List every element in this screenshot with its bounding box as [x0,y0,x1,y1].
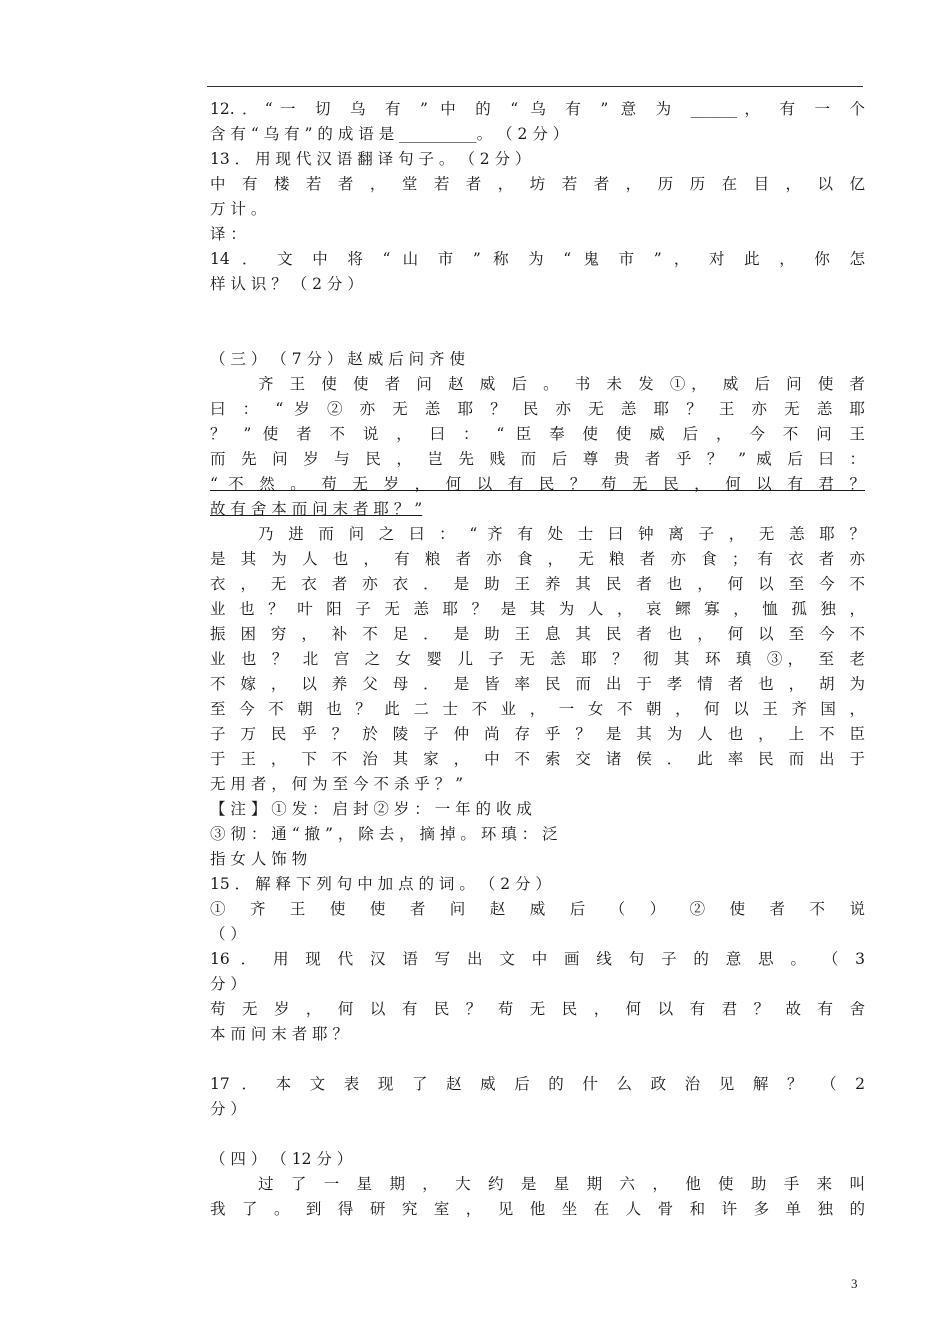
text-line [210,722,865,747]
text-line [210,97,865,122]
line-text: 万 计 。 [210,200,267,218]
text-line [210,747,865,772]
line-text: 是 其 为 人 也 ， 有 粮 者 亦 食 ， 无 粮 者 亦 食 ； 有 衣 者 亦 [210,550,865,568]
text-line [210,622,865,647]
line-text: 于 王 ， 下 不 治 其 家 ， 中 不 索 交 诸 侯 ． 此 率 民 而 出 于 [210,750,865,768]
text-line [210,447,865,472]
text-line [210,847,865,872]
line-text: 衣 ， 无 衣 者 亦 衣 ． 是 助 王 养 其 民 者 也 ， 何 以 至 今 不 [210,575,865,593]
line-text: 14 ． 文 中 将 “ 山 市 ” 称 为 “ 鬼 市 ” ， 对 此 ， 你 怎 [210,250,865,268]
line-text: 中 有 楼 若 者 ， 堂 若 者 ， 坊 若 者 ， 历 历 在 目 ， 以 亿 [210,175,865,193]
line-text: 我 了 。 到 得 研 究 室 ， 见 他 坐 在 人 骨 和 许 多 单 独 的 [210,1200,865,1218]
text-line [210,247,865,272]
blank-line [210,297,865,322]
line-text: 过 了 一 星 期 ， 大 约 是 星 期 六 ， 他 使 助 手 来 叫 [258,1175,865,1193]
text-line [210,1072,865,1097]
text-line [210,422,865,447]
text-line [210,647,865,672]
line-text: 至 今 不 朝 也 ？ 此 二 士 不 业 ， 一 女 不 朝 ， 何 以 王 齐 国 ， [210,700,865,718]
blank-line [210,1122,865,1147]
line-text: ？ ” 使 者 不 说 ， 曰 ： “ 臣 奉 使 使 威 后 ， 今 不 问 王 [210,425,865,443]
text-line [210,822,865,847]
line-text: ① 齐 王 使 使 者 问 赵 威 后 （ ） ② 使 者 不 说 [210,900,865,918]
text-line [210,1172,865,1197]
text-line [210,572,865,597]
text-line [210,672,865,697]
underlined-text: 故 有 舍 本 而 问 末 者 耶 ？ ” [210,500,423,518]
text-line [210,547,865,572]
line-text: 齐 王 使 使 者 问 赵 威 后 。 书 未 发 ①， 威 后 问 使 者 [258,375,865,393]
line-text: 不 嫁 ， 以 养 父 母 ． 是 皆 率 民 而 出 于 孝 情 者 也 ， 胡 为 [210,675,865,693]
text-line [210,697,865,722]
line-text: 12.．“一 切 乌 有 ” 中 的 “ 乌 有 ” 意 为 ______， 有 一 个 [210,100,865,118]
line-text: 13 ． 用 现 代 汉 语 翻 译 句 子 。 （ 2 分 ） [210,150,531,168]
line-text: 乃 进 而 问 之 曰 ： “ 齐 有 处 士 曰 钟 离 子 ， 无 恙 耶 ？ [258,525,865,543]
line-text: 样 认 识 ？ （ 2 分 ） [210,275,363,293]
line-text: 【 注 】 ① 发 ： 启 封 ② 岁 ： 一 年 的 收 成 [210,800,532,818]
text-line [210,472,865,497]
text-line [210,272,865,297]
line-text: 业 也 ？ 叶 阳 子 无 恙 耶 ？ 是 其 为 人 ， 哀 鳏 寡 ， 恤 孤 独 ， [210,600,865,618]
line-text: 含 有 “ 乌 有 ” 的 成 语 是 __________。 （ 2 分 ） [210,125,569,143]
line-text: 16 ． 用 现 代 汉 语 写 出 文 中 画 线 句 子 的 意 思 。 （ 3 [210,950,865,968]
line-text: 本 而 问 末 者 耶 ？ [210,1025,349,1043]
text-line [210,1197,865,1222]
text-line [210,997,865,1022]
text-line [210,1097,865,1122]
text-line [210,122,865,147]
text-line [210,922,865,947]
document-body [210,97,865,1222]
line-text: （ ） [210,925,246,943]
text-line [210,797,865,822]
line-text: （ 四 ） （ 12 分 ） [210,1150,353,1168]
underlined-text: “ 不 然 。 苟 无 岁 ， 何 以 有 民 ？ 苟 无 民 ， 何 以 有 君 ？ [210,475,865,493]
line-text: 分 ） [210,975,246,993]
header-rule [207,86,863,87]
blank-line [210,1047,865,1072]
text-line [210,872,865,897]
text-line [210,597,865,622]
text-line [210,947,865,972]
line-text: 曰 ： “ 岁 ② 亦 无 恙 耶 ？ 民 亦 无 恙 耶 ？ 王 亦 无 恙 耶 [210,400,865,418]
line-text: 分 ） [210,1100,246,1118]
line-text: （ 三 ） （ 7 分 ） 赵 威 后 问 齐 使 [210,350,465,368]
line-text: ③ 彻 ： 通 “ 撤 ” ， 除 去 ， 摘 掉 。 环 瑱 ： 泛 [210,825,558,843]
text-line [210,772,865,797]
line-text: 子 万 民 乎 ？ 於 陵 子 仲 尚 存 乎 ？ 是 其 为 人 也 ， 上 不 臣 [210,725,865,743]
text-line [210,372,865,397]
text-line [210,897,865,922]
text-line [210,397,865,422]
text-line [210,172,865,197]
text-line [210,147,865,172]
text-line [210,1022,865,1047]
line-text: 17 ． 本 文 表 现 了 赵 威 后 的 什 么 政 治 见 解 ？ （ 2 [210,1075,865,1093]
text-line [210,972,865,997]
text-line [210,222,865,247]
blank-line [210,322,865,347]
text-line [210,497,865,522]
line-text: 15 ． 解 释 下 列 句 中 加 点 的 词 。 （ 2 分 ） [210,875,551,893]
text-line [210,197,865,222]
text-line [210,1147,865,1172]
line-text: 而 先 问 岁 与 民 ， 岂 先 贱 而 后 尊 贵 者 乎 ？ ” 威 后 曰 ： [210,450,865,468]
line-text: 无 用 者 ， 何 为 至 今 不 杀 乎 ？ ” [210,775,464,793]
line-text: 振 困 穷 ， 补 不 足 ． 是 助 王 息 其 民 者 也 ， 何 以 至 今 不 [210,625,865,643]
line-text: 苟 无 岁 ， 何 以 有 民 ？ 苟 无 民 ， 何 以 有 君 ？ 故 有 舍 [210,1000,865,1018]
text-line [210,522,865,547]
line-text: 指 女 人 饰 物 [210,850,308,868]
line-text: 业 也 ？ 北 宫 之 女 婴 儿 子 无 恙 耶 ？ 彻 其 环 瑱 ③， 至 老 [210,650,865,668]
line-text: 译 ： [210,225,246,243]
text-line [210,347,865,372]
page-number: 3 [851,1276,858,1291]
